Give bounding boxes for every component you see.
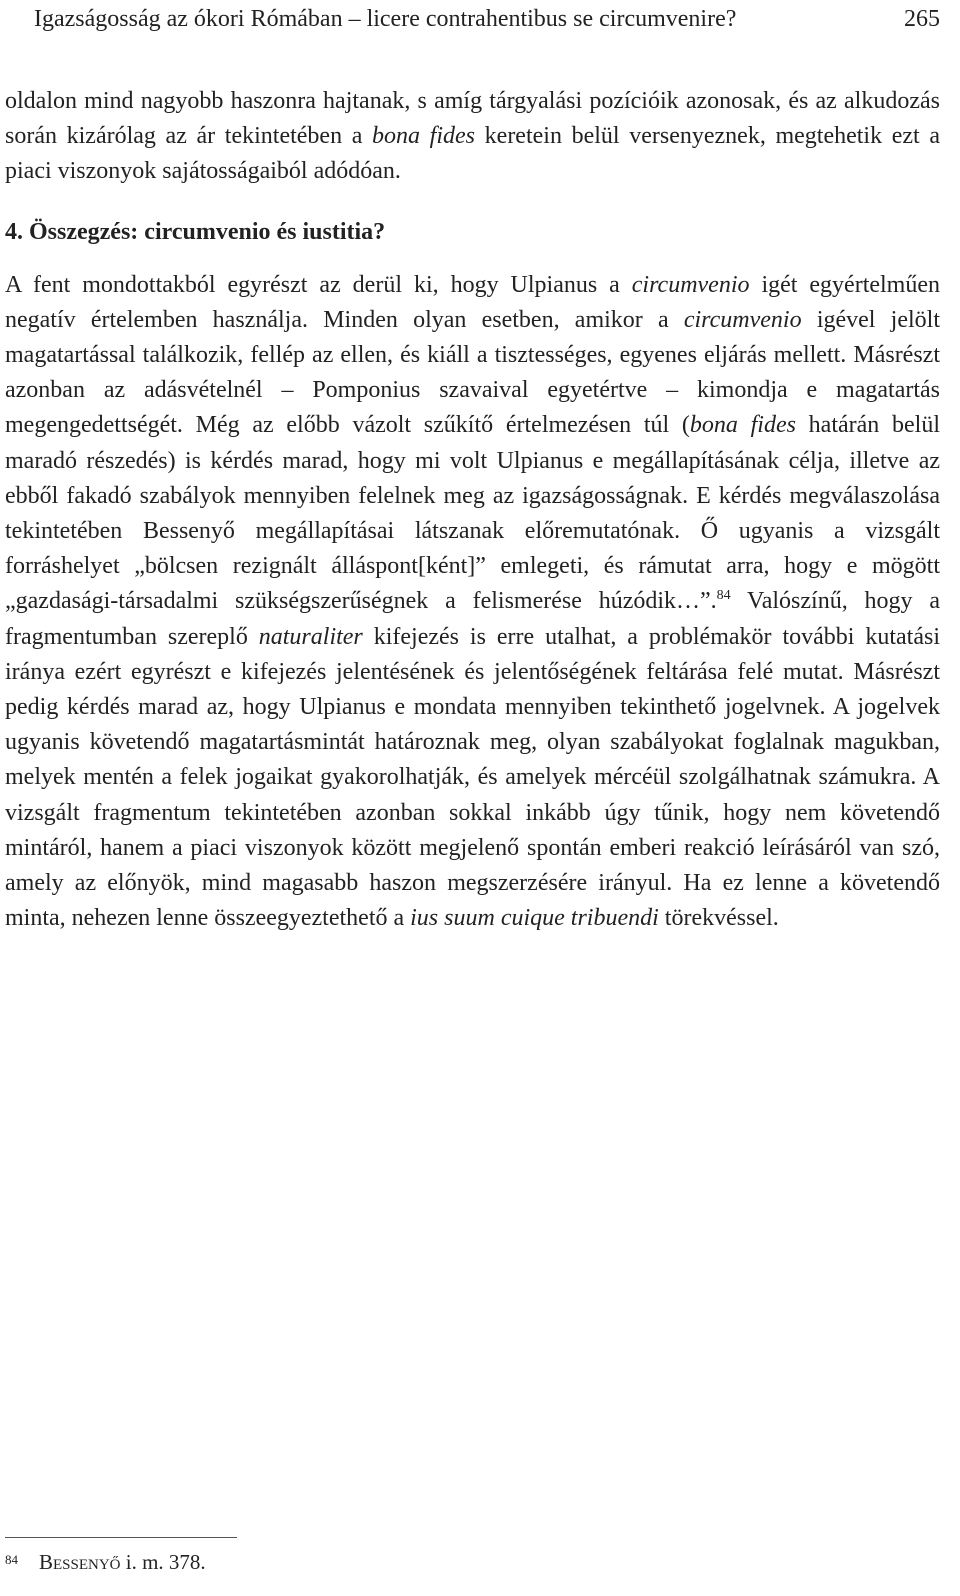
page-number: 265 [904,6,940,32]
running-header [34,2,940,36]
section-heading: 4. Összegzés: circumvenio és iustitia? [5,218,386,245]
text-run: kifejezés is erre utalhat, a problémakör további kutatási iránya ezért egyrészt e kifejezés jelentésének és jelentőségének feltárása felé mutat. Másrészt pedig kérdés marad az, hogy Ulpianus e mondata mennyiben tekinthető jogelvnek. A jogelvek ugyanis követendő magatartásmintát határoznak meg, olyan szabályokat foglalnak magukban, melyek mentén a felek jogaikat gyakorolhatják, és amelyek mércéül szolgálhatnak számukra. A vizsgált fragmentum tekintetében azonban sokkal inkább úgy tűnik, hogy nem követendő mintáról, hanem a piaci viszonyok között megjelenő spontán emberi reakció leírásáról van szó, amely az előnyök, mind magasabb haszon megszerzésére irányul. Ha ez lenne a követendő minta, nehezen lenne összeegyeztethető a [5,623,941,932]
italic-term: bona fides [689,412,796,439]
italic-term: ius suum cuique tribuendi [410,905,659,932]
summary-paragraph [5,268,940,937]
footnote-author: Bessenyő [39,1550,121,1574]
italic-term: circumvenio [631,271,750,298]
footnote [5,1547,605,1577]
text-run: oldalon mind nagyobb haszonra hajtanak, s amíg tárgyalási pozícióik azonosak, és az alkudozás során kizárólag az ár tekintetében a [5,88,940,150]
body-text [5,84,940,936]
footnote-number: 84 [5,1552,18,1567]
intro-paragraph [5,84,940,190]
footnote-text: i. m. 378. [120,1550,206,1574]
text-run: A fent mondottakból egyrészt az derül ki, hogy Ulpianus a [5,271,632,298]
text-run: Valószínű, hogy a fragmentumban szereplő [5,588,941,650]
italic-term: circumvenio [683,306,802,333]
text-run: törekvéssel. [658,905,779,932]
text-run: határán belül maradó részedés) is kérdés marad, hogy mi volt Ulpianus e megállapításának célja, illetve az ebből fakadó szabályok mennyiben felelnek meg az igazságosságnak. E kérdés megválaszolása tekintetében Bessenyő megállapításai látszanak előremutatónak. Ő ugyanis a vizsgált forráshelyet „bölcsen rezignált álláspont[ként]” emlegeti, és rámutat arra, hogy e mögött „gazdasági-társadalmi szükségszerűségnek a felismerése húzódik…”. [5,412,941,615]
text-run: igét egyértelműen negatív értelemben használja. Minden olyan esetben, amikor a [5,271,941,333]
italic-term: bona fides [372,123,476,150]
running-title: Igazságosság az ókori Rómában – licere contrahentibus se circumvenire? [34,6,737,32]
footnote-separator [5,1537,237,1538]
text-run: keretein belül versenyeznek, megtehetik ezt a piaci viszonyok sajátosságaiból adódóan. [5,123,941,185]
text-run: igével jelölt magatartással találkozik, fellép az ellen, és kiáll a tisztességes, egyenes eljárás mellett. Másrészt azonban az adásvételnél – Pomponius szavaival egyetértve – kimondja e magatartás megengedettségét. Még az előbb vázolt szűkítő értelmezésen túl ( [5,306,940,439]
italic-term: naturaliter [258,623,363,650]
footnote-reference[interactable]: 84 [716,588,731,604]
